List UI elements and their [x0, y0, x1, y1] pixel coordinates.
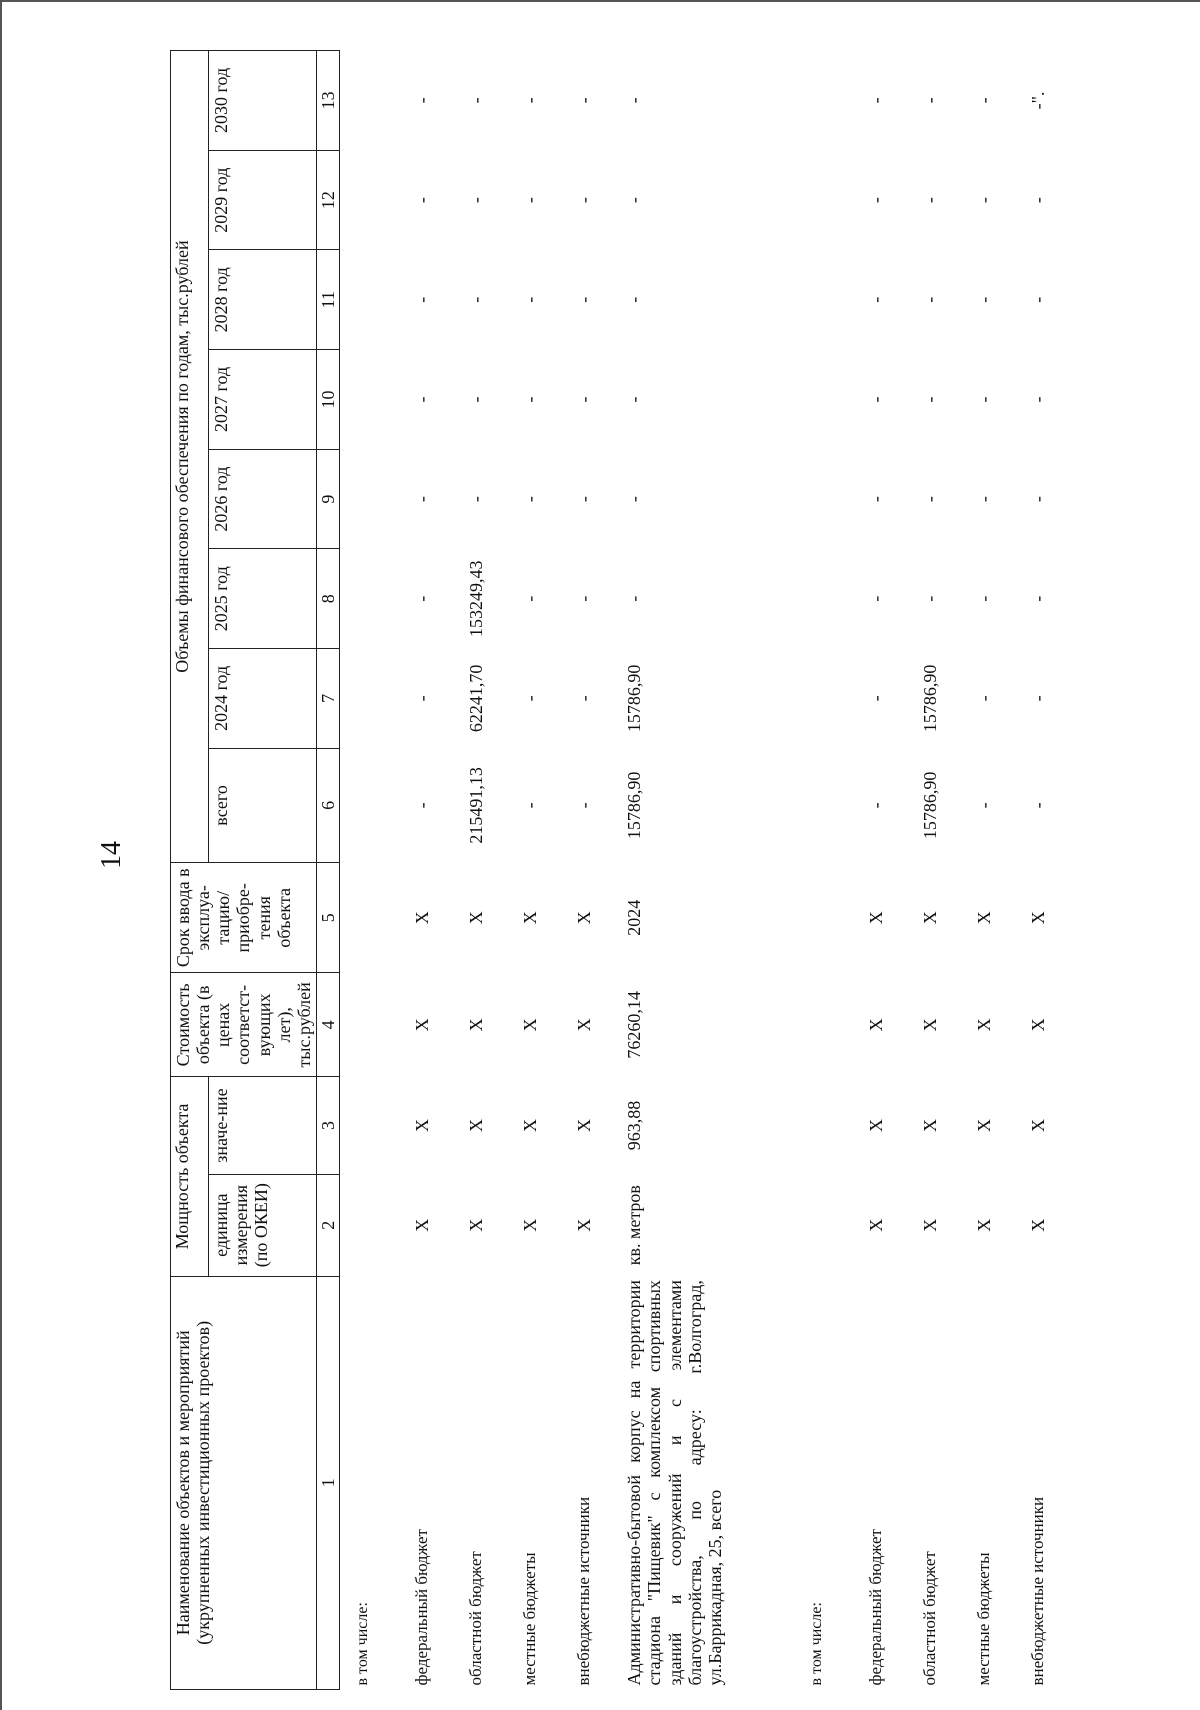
table-cell — [794, 748, 854, 862]
table-cell: X — [1028, 1018, 1049, 1032]
table-cell: - — [920, 496, 941, 503]
header-total: всего — [209, 748, 317, 862]
table-cell: X — [866, 911, 887, 925]
table-cell: - — [1028, 296, 1049, 303]
table-cell: - — [520, 695, 541, 702]
table-cell: - — [466, 396, 487, 403]
table-cell: X — [466, 1218, 487, 1232]
table-cell: X — [866, 1018, 887, 1032]
table-cell: X — [412, 1018, 433, 1032]
scan-edge-top — [0, 0, 1200, 2]
table-cell: X — [974, 1018, 995, 1032]
table-row — [400, 51, 454, 1690]
table-cell — [794, 649, 854, 749]
table-cell: 153249,43 — [466, 560, 487, 637]
table-cell: X — [574, 1218, 595, 1232]
table-cell: - — [920, 197, 941, 204]
table-cell — [794, 1174, 854, 1276]
table-cell: - — [974, 396, 995, 403]
table-row — [616, 51, 794, 1690]
table-cell: - — [1028, 396, 1049, 403]
column-number: 10 — [317, 350, 340, 450]
table-cell: - — [520, 396, 541, 403]
table-row — [962, 51, 1016, 1690]
header-cost: Стоимость объекта (в ценах соответст-вующих лет), тыс.рублей — [171, 973, 317, 1077]
table-cell — [340, 51, 401, 151]
table-cell: - — [412, 97, 433, 104]
table-cell — [794, 250, 854, 350]
table-cell: - — [412, 396, 433, 403]
table-cell: - — [1028, 695, 1049, 702]
table-cell: X — [974, 911, 995, 925]
table-cell: - — [866, 97, 887, 104]
table-cell: - — [624, 595, 645, 602]
table-cell: 15786,90 — [624, 664, 645, 733]
table-cell: - — [624, 396, 645, 403]
table-cell: - — [466, 296, 487, 303]
table-cell: X — [412, 1218, 433, 1232]
column-number: 9 — [317, 449, 340, 549]
table-cell: X — [920, 1018, 941, 1032]
column-number: 6 — [317, 748, 340, 862]
table-cell: 62241,70 — [466, 664, 487, 733]
header-row-1 — [171, 51, 209, 1690]
column-number: 3 — [317, 1077, 340, 1175]
table-cell: X — [574, 911, 595, 925]
row-label: областной бюджет — [920, 1551, 940, 1686]
table-cell: - — [866, 296, 887, 303]
table-cell: X — [412, 1119, 433, 1133]
table-cell: - — [520, 496, 541, 503]
table-cell: кв. метров — [624, 1185, 645, 1266]
table-cell: - — [574, 496, 595, 503]
table-cell: X — [920, 1218, 941, 1232]
table-cell: - — [412, 496, 433, 503]
table-cell — [340, 649, 401, 749]
table-cell: 2024 — [624, 899, 645, 936]
table-row — [1016, 51, 1070, 1690]
table-cell: X — [412, 911, 433, 925]
header-year-2024: 2024 год — [209, 649, 317, 749]
table-cell: 15786,90 — [920, 771, 941, 840]
row-label: внебюджетные источники — [1028, 1496, 1048, 1686]
table-cell: - — [574, 396, 595, 403]
header-year-2030: 2030 год — [209, 51, 317, 151]
row-label: в том числе: — [808, 1602, 826, 1686]
table-cell: X — [520, 1018, 541, 1032]
table-cell: - — [920, 97, 941, 104]
table-cell: X — [974, 1218, 995, 1232]
table-cell — [340, 863, 401, 973]
table-cell: - — [974, 695, 995, 702]
table-cell: - — [624, 296, 645, 303]
page-number: 14 — [96, 841, 127, 869]
table-cell: X — [520, 1218, 541, 1232]
table-cell: - — [412, 802, 433, 809]
table-cell: - — [520, 595, 541, 602]
header-year-2026: 2026 год — [209, 449, 317, 549]
column-number: 5 — [317, 863, 340, 973]
table-cell: - — [520, 97, 541, 104]
row-label: внебюджетные источники — [574, 1496, 594, 1686]
table-row — [508, 51, 562, 1690]
table-cell: X — [974, 1119, 995, 1133]
table-cell — [794, 973, 854, 1077]
header-finance: Объемы финансового обеспечения по годам, тыс.рублей — [171, 51, 209, 863]
table-cell: - — [866, 396, 887, 403]
header-capacity-value: значе-ние — [209, 1077, 317, 1175]
table-cell — [340, 1077, 401, 1175]
table-cell: - — [920, 595, 941, 602]
row-label: областной бюджет — [466, 1551, 486, 1686]
table-cell: - — [466, 496, 487, 503]
table-cell: 76260,14 — [624, 991, 645, 1059]
table-cell: 963,88 — [624, 1100, 645, 1151]
table-cell: - — [574, 595, 595, 602]
row-label: федеральный бюджет — [866, 1529, 886, 1686]
table-cell — [340, 350, 401, 450]
table-cell — [794, 549, 854, 649]
table-cell — [794, 51, 854, 151]
table-cell: - — [974, 97, 995, 104]
table-cell — [794, 350, 854, 450]
table-cell: - — [974, 802, 995, 809]
column-number-row — [317, 51, 340, 1690]
table-cell: X — [466, 1119, 487, 1133]
table-cell: - — [412, 595, 433, 602]
table-cell: - — [574, 296, 595, 303]
column-number: 13 — [317, 51, 340, 151]
table-cell: X — [520, 911, 541, 925]
column-number: 12 — [317, 150, 340, 250]
table-cell: X — [866, 1119, 887, 1133]
header-year-2025: 2025 год — [209, 549, 317, 649]
column-number: 11 — [317, 250, 340, 350]
table-cell: - — [520, 197, 541, 204]
table-cell: X — [920, 911, 941, 925]
table-row — [908, 51, 962, 1690]
header-term: Срок ввода в эксплуа-тацию/ приобре-тения объекта — [171, 863, 317, 973]
table-cell: X — [520, 1119, 541, 1133]
table-cell: - — [412, 296, 433, 303]
table-cell: X — [466, 1018, 487, 1032]
row-label: в том числе: — [354, 1602, 372, 1686]
table-cell: - — [920, 296, 941, 303]
table-cell: - — [1028, 496, 1049, 503]
column-number: 8 — [317, 549, 340, 649]
table-cell: X — [1028, 1119, 1049, 1133]
table-cell — [794, 1077, 854, 1175]
table-cell: 15786,90 — [920, 664, 941, 733]
table-cell: - — [466, 197, 487, 204]
table-cell: - — [574, 197, 595, 204]
header-name: Наименование объектов и мероприятий (укрупненных инвестиционных проектов) — [171, 1276, 317, 1689]
table-cell: X — [1028, 1218, 1049, 1232]
table-cell: - — [866, 496, 887, 503]
table-cell: - — [412, 695, 433, 702]
table-cell: - — [574, 97, 595, 104]
table-cell: -". — [1028, 91, 1049, 110]
table-cell: - — [974, 296, 995, 303]
table-cell: 15786,90 — [624, 771, 645, 840]
table-cell: - — [866, 695, 887, 702]
table-cell: - — [1028, 197, 1049, 204]
table-cell: - — [866, 595, 887, 602]
table-cell — [340, 449, 401, 549]
table-cell: - — [866, 802, 887, 809]
table-cell — [340, 1174, 401, 1276]
table-cell: X — [466, 911, 487, 925]
financing-table — [170, 50, 1070, 1690]
table-cell: - — [412, 197, 433, 204]
table-cell: 215491,13 — [466, 767, 487, 844]
table-cell: X — [920, 1119, 941, 1133]
table-cell — [794, 863, 854, 973]
header-capacity-unit: единица измерения (по ОКЕИ) — [209, 1174, 317, 1276]
table-cell: - — [520, 296, 541, 303]
table-cell: - — [920, 396, 941, 403]
table-row — [454, 51, 508, 1690]
table-cell: - — [574, 802, 595, 809]
rotated-table-container — [170, 50, 1180, 1690]
table-cell: - — [624, 197, 645, 204]
table-row — [562, 51, 616, 1690]
row-label: Административно-бытовой корпус на территории стадиона "Пищевик" с комплексом спортивных зданий и сооружений и с элементами благоустройства, по адресу: г.Волгоград, ул.Баррикадная, 25, всего — [624, 1280, 725, 1686]
table-row — [794, 51, 854, 1690]
table-cell: - — [624, 97, 645, 104]
table-cell: - — [974, 197, 995, 204]
table-cell: - — [974, 496, 995, 503]
table-cell — [340, 973, 401, 1077]
scan-edge-left — [0, 0, 2, 1710]
table-body — [340, 51, 1071, 1690]
table-cell — [340, 748, 401, 862]
table-cell: X — [574, 1018, 595, 1032]
column-number: 4 — [317, 973, 340, 1077]
table-cell: X — [1028, 911, 1049, 925]
table-cell: - — [866, 197, 887, 204]
table-cell — [794, 150, 854, 250]
column-number: 2 — [317, 1174, 340, 1276]
table-cell: X — [866, 1218, 887, 1232]
table-cell — [794, 449, 854, 549]
table-cell: - — [974, 595, 995, 602]
row-label: местные бюджеты — [520, 1552, 540, 1686]
table-cell: - — [520, 802, 541, 809]
table-cell: X — [574, 1119, 595, 1133]
row-label: местные бюджеты — [974, 1552, 994, 1686]
table-cell: - — [1028, 595, 1049, 602]
table-cell — [340, 150, 401, 250]
column-number: 7 — [317, 649, 340, 749]
header-year-2028: 2028 год — [209, 250, 317, 350]
header-capacity: Мощность объекта — [171, 1077, 209, 1276]
table-row — [854, 51, 908, 1690]
table-cell — [340, 549, 401, 649]
header-year-2027: 2027 год — [209, 350, 317, 450]
column-number: 1 — [317, 1276, 340, 1689]
row-label: федеральный бюджет — [412, 1529, 432, 1686]
table-cell: - — [624, 496, 645, 503]
table-cell: - — [1028, 802, 1049, 809]
table-cell — [340, 250, 401, 350]
table-row — [340, 51, 401, 1690]
table-cell: - — [574, 695, 595, 702]
header-year-2029: 2029 год — [209, 150, 317, 250]
table-cell: - — [466, 97, 487, 104]
